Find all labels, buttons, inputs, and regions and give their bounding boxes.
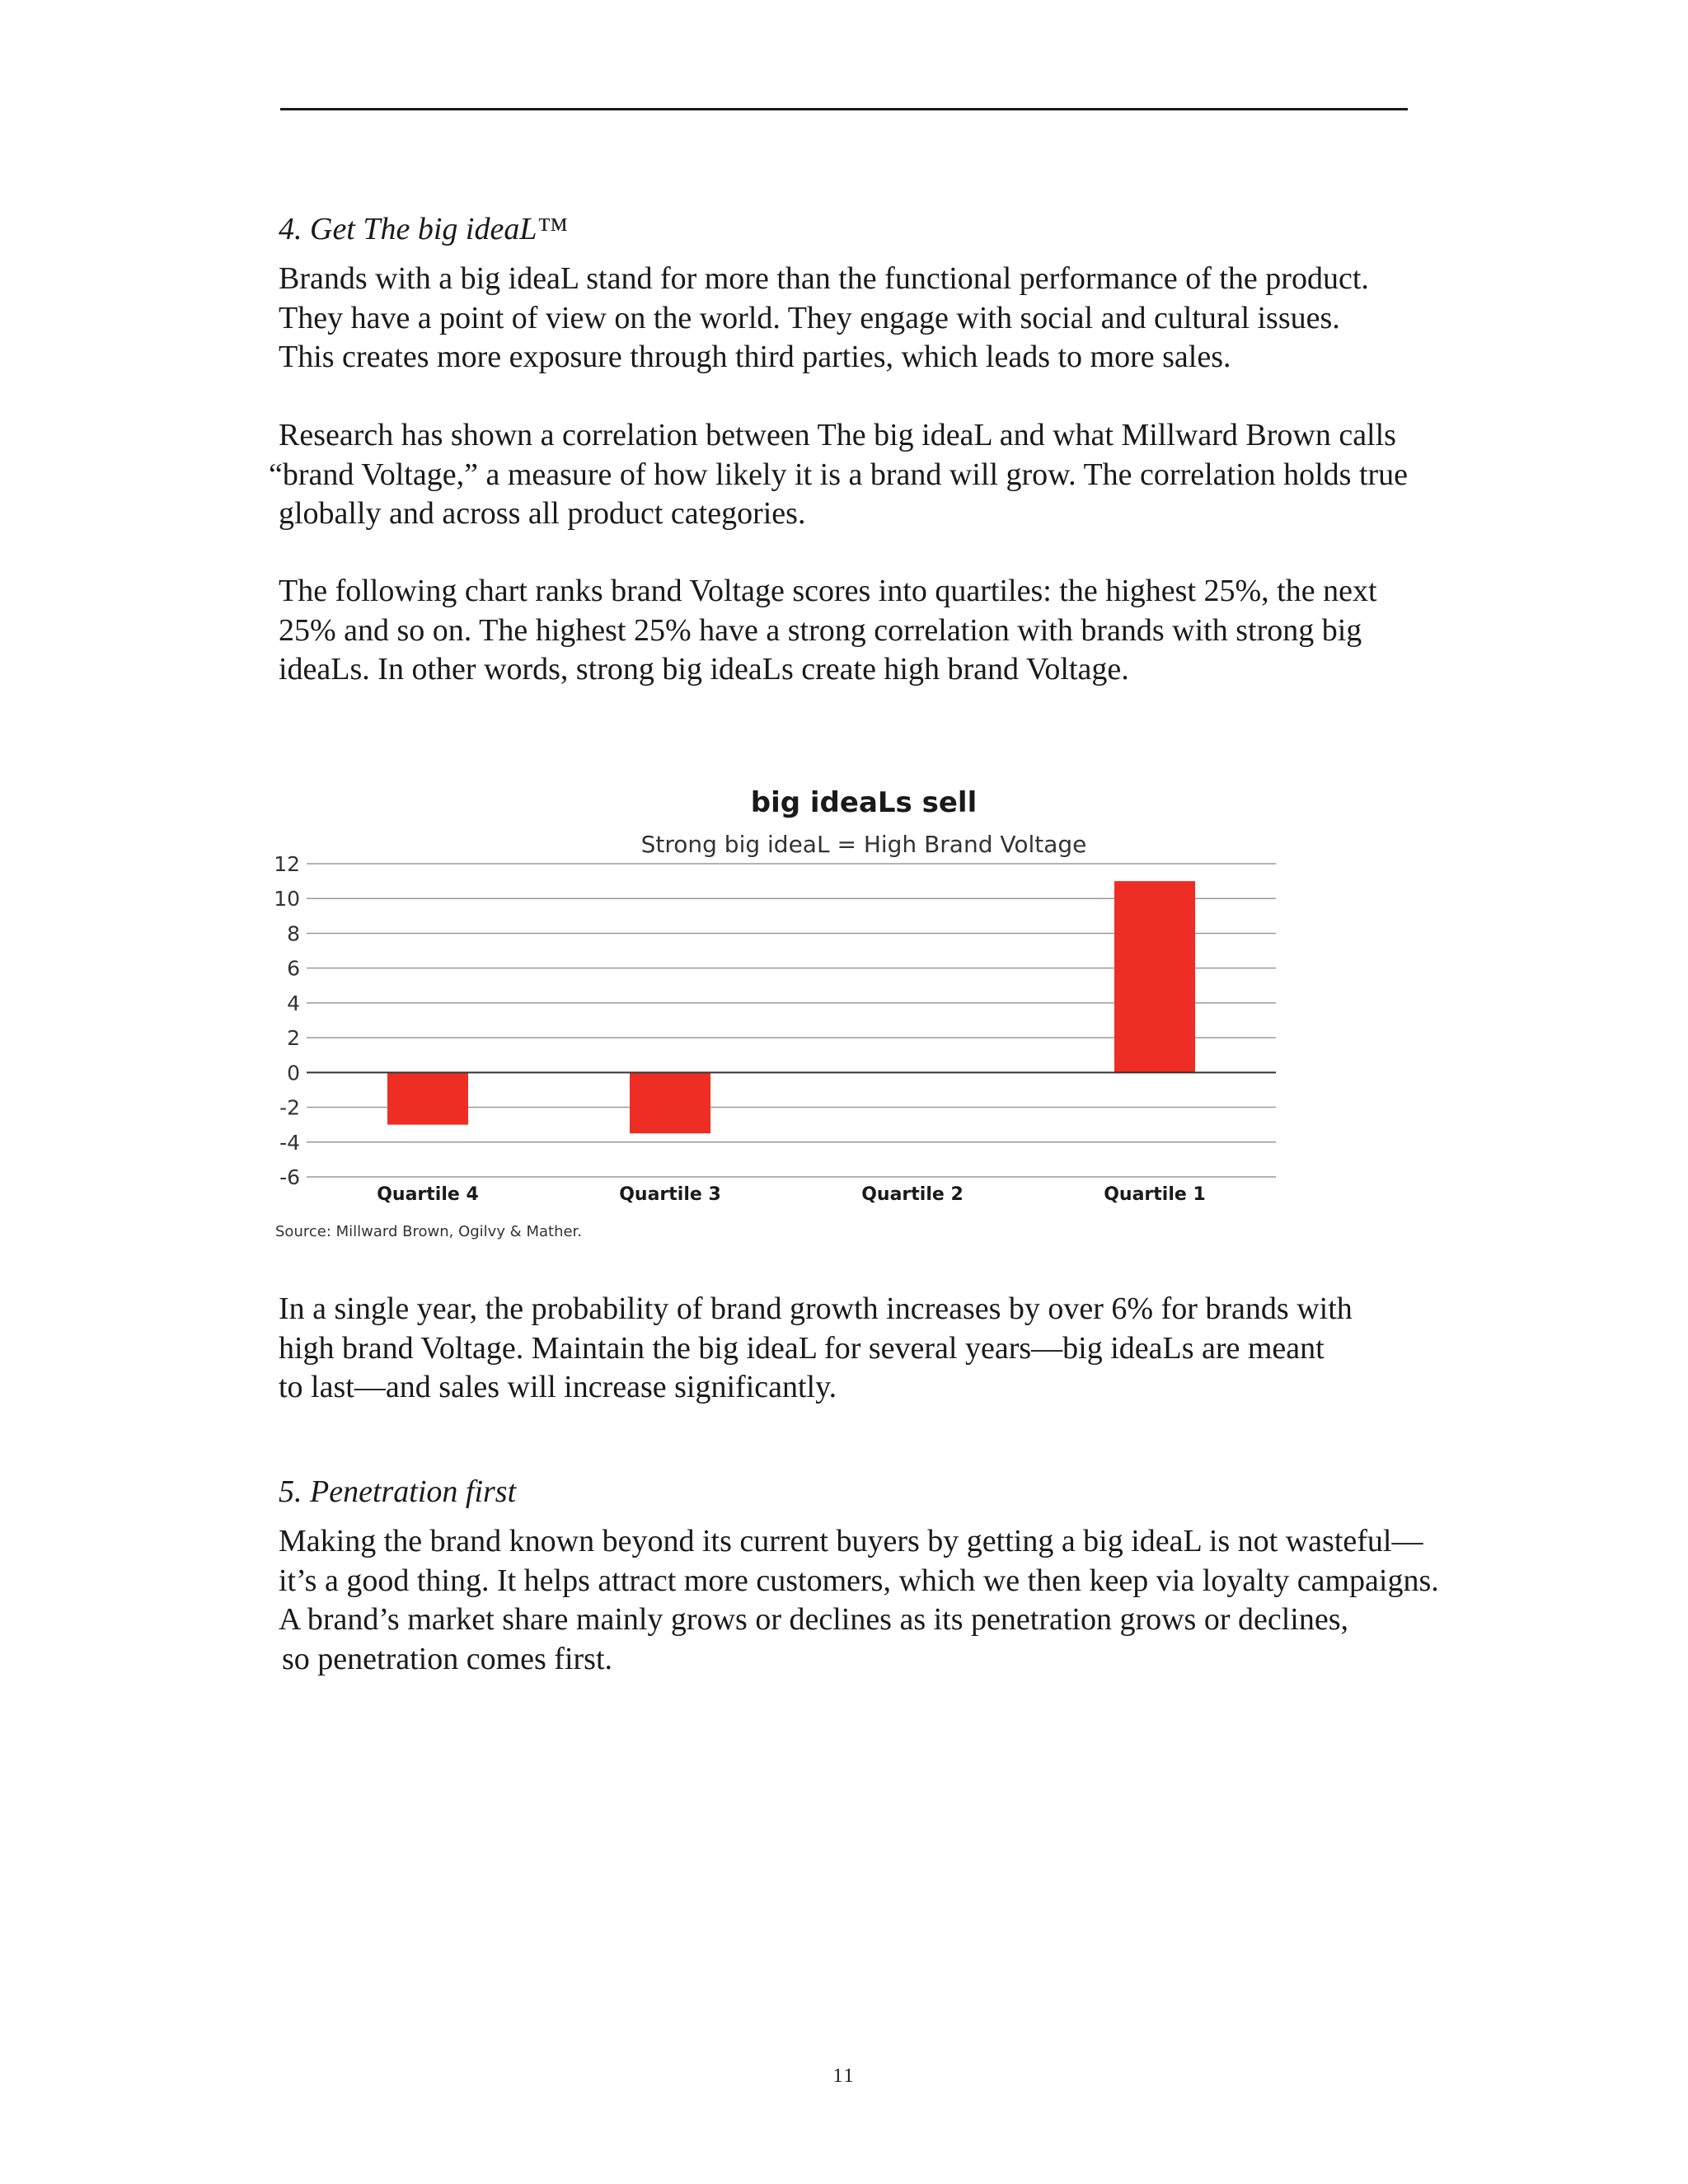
y-tick-label: -2 [279,1095,300,1120]
paragraph-line: globally and across all product categories. [279,496,806,531]
paragraph-line: it’s a good thing. It helps attract more customers, which we then keep via loyalty campaigns. [279,1563,1439,1598]
paragraph-line: Making the brand known beyond its current buyers by getting a big ideaL is not wasteful— [279,1524,1423,1558]
paragraph-line: to last—and sales will increase significantly. [279,1370,837,1404]
y-tick-label: 2 [287,1026,300,1051]
y-tick-label: 12 [274,852,300,876]
y-tick-label: 6 [287,956,300,981]
paragraph-line: This creates more exposure through third parties, which leads to more sales. [279,340,1231,374]
y-tick-label: -4 [279,1130,300,1155]
paragraph-line: high brand Voltage. Maintain the big ideaL for several years—big ideaLs are meant [279,1330,1325,1366]
paragraph-line: 25% and so on. The highest 25% have a strong correlation with brands with strong big [279,612,1362,648]
x-category-label: Quartile 3 [619,1184,721,1205]
y-tick-label: 0 [287,1061,300,1085]
chart-x-axis [377,1184,1206,1205]
x-category-label: Quartile 4 [377,1184,479,1205]
bar-quartile-4 [387,1072,468,1124]
section-heading-big-ideal: 4. Get The big ideaL™ [279,212,568,246]
page-number: 11 [832,2065,856,2087]
chart-title: big ideaLs sell [750,786,978,819]
y-tick-label: 8 [287,921,300,946]
paragraph-line: Research has shown a correlation between The big ideaL and what Millward Brown calls [279,418,1396,452]
paragraph-line: ideaLs. In other words, strong big ideaLs create high brand Voltage. [279,652,1129,687]
paragraph-line: The following chart ranks brand Voltage scores into quartiles: the highest 25%, the next [279,574,1377,608]
paragraph-line: “brand Voltage,” a measure of how likely it is a brand will grow. The correlation holds true [269,457,1409,492]
paragraph-line: Brands with a big ideaL stand for more than the functional performance of the product. [279,261,1369,296]
bar-quartile-1 [1114,881,1195,1072]
x-category-label: Quartile 2 [861,1184,964,1205]
chart-source-note: Source: Millward Brown, Ogilvy & Mather. [275,1223,583,1240]
chart-bars [387,881,1195,1133]
chart-subtitle: Strong big ideaL = High Brand Voltage [640,831,1087,858]
paragraph-line: In a single year, the probability of brand growth increases by over 6% for brands with [279,1291,1353,1326]
x-category-label: Quartile 1 [1104,1184,1206,1205]
y-tick-label: 4 [287,991,300,1015]
bar-quartile-3 [630,1072,710,1133]
paragraph-penetration [279,1522,1439,1679]
paragraph-line: A brand’s market share mainly grows or declines as its penetration grows or declines, [279,1602,1348,1637]
paragraph-line: so penetration comes first. [282,1641,613,1676]
paragraph-brand-growth [279,1290,1353,1408]
chart-y-axis [274,852,300,1189]
section-heading-penetration: 5. Penetration first [279,1474,517,1509]
y-tick-label: 10 [274,887,300,912]
paragraph-line: They have a point of view on the world. They engage with social and cultural issues. [279,300,1340,335]
y-tick-label: -6 [279,1165,300,1189]
